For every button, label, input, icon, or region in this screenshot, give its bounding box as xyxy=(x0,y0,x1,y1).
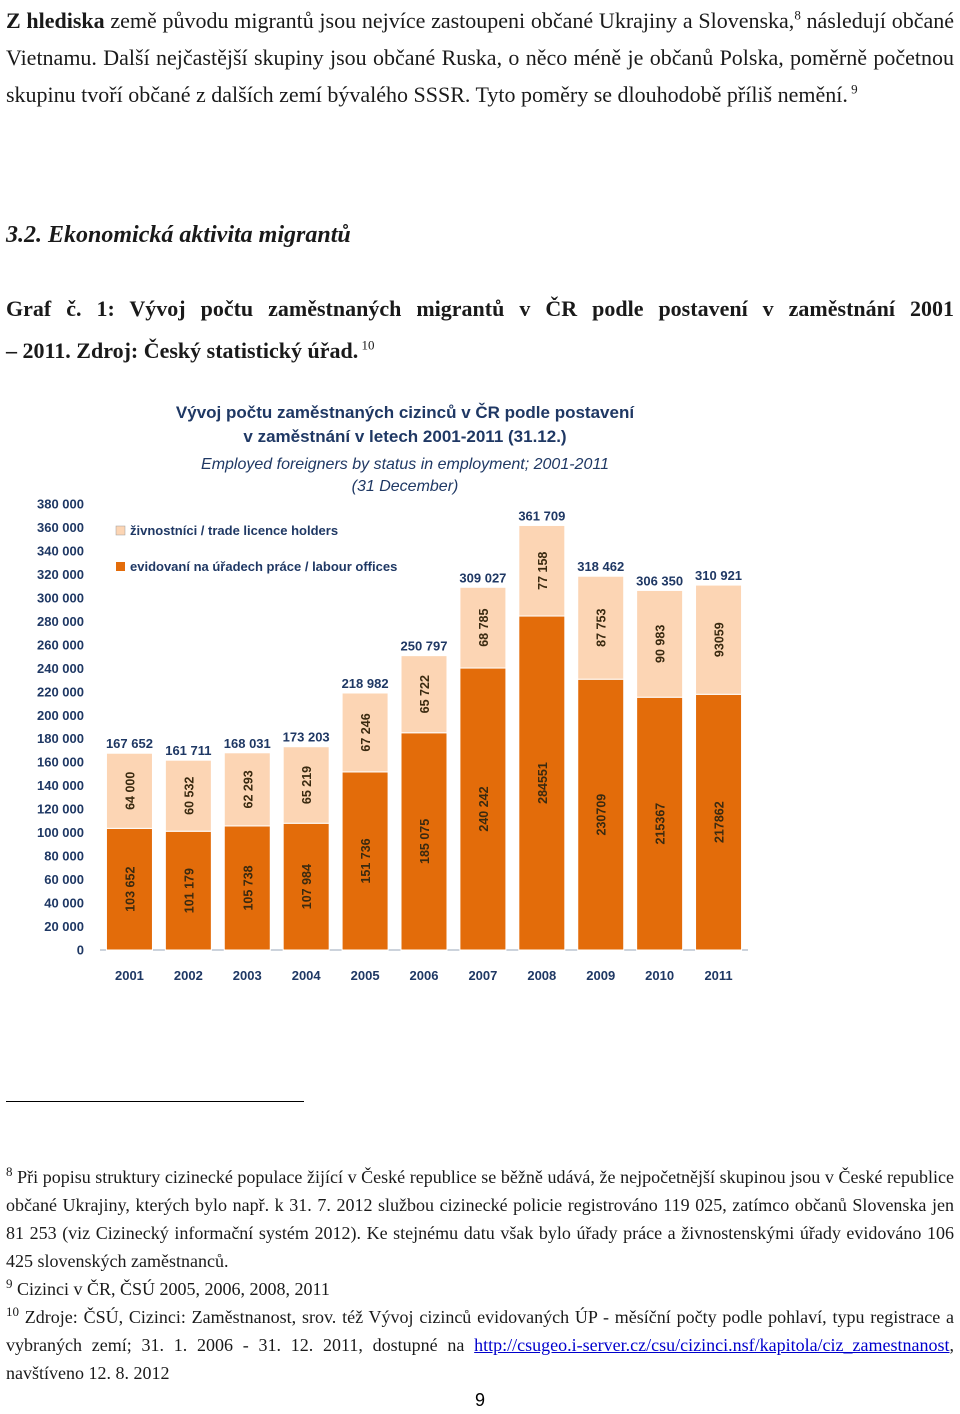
footnote-10-link[interactable]: http://csugeo.i-server.cz/csu/cizinci.nsf/kapitola/ciz_zamestnanost xyxy=(474,1335,950,1355)
footnote-10-tail: , navštíveno 12. 8. 2012 xyxy=(6,1335,955,1383)
total-label: 167 652 xyxy=(105,736,153,752)
total-label: 318 462 xyxy=(577,559,625,575)
employment-bar-chart xyxy=(0,390,960,990)
footnote-8-number: 8 xyxy=(6,1164,13,1179)
data-label-trade-licence: 60 532 xyxy=(182,776,197,815)
section-heading: 3.2. Ekonomická aktivita migrantů xyxy=(6,222,351,248)
x-tick-label: 2008 xyxy=(527,968,557,983)
data-label-labour-offices: 151 736 xyxy=(359,838,374,884)
y-tick-label: 200 000 xyxy=(37,707,84,723)
footnotes xyxy=(6,1163,954,1387)
legend-label-labour-offices: evidovaní na úřadech práce / labour offices xyxy=(130,559,398,574)
data-label-trade-licence: 62 293 xyxy=(241,770,256,809)
y-tick-label: 320 000 xyxy=(37,566,84,582)
footnote-10-number: 10 xyxy=(6,1304,19,1319)
legend-label-trade-licence: živnostníci / trade licence holders xyxy=(130,523,339,538)
x-tick-label: 2009 xyxy=(586,968,616,983)
paragraph-text-1: země původu migrantů jsou nejvíce zastoupeni občané Ukrajiny a Slovenska, xyxy=(104,8,795,33)
y-tick-label: 0 xyxy=(76,942,84,958)
total-label: 168 031 xyxy=(223,735,271,751)
chart-title-en-line2: (31 December) xyxy=(351,478,459,495)
footnote-10 xyxy=(6,1303,954,1387)
paragraph-text-2: následují občané Vietnamu. Další nejčastější skupiny jsou občané Ruska, o něco méně je občanů Polska, poměrně početnou skupinu tvoří občané z dalších zemí bývalého SSSR. Tyto poměry se dlouhodobě příliš nemění. xyxy=(6,8,954,107)
data-label-labour-offices: 217862 xyxy=(712,801,727,844)
footnote-8-text: Při popisu struktury cizinecké populace žijící v České republice se běžně udává, že nejpočetnější skupinou jsou v České republice občané Ukrajiny, kterých bylo např. k 31. 7. 2012 službou cizinecké policie registrováno 119 025, zatímco občanů Slovenska jen 81 253 (viz Cizinecký informační systém 2012). Ke stejnému datu však bylo úřady práce a živnostenskými úřady evidováno 106 425 slovenských zaměstnanců. xyxy=(6,1167,954,1271)
data-label-labour-offices: 103 652 xyxy=(123,866,138,912)
total-label: 310 921 xyxy=(695,568,743,584)
data-label-trade-licence: 65 219 xyxy=(300,765,315,805)
data-label-trade-licence: 64 000 xyxy=(123,771,138,810)
data-label-labour-offices: 240 242 xyxy=(476,786,491,832)
x-tick-label: 2006 xyxy=(409,968,439,983)
data-label-labour-offices: 105 738 xyxy=(241,865,256,911)
y-tick-label: 220 000 xyxy=(37,684,84,700)
caption-line-2: – 2011. Zdroj: Český statistický úřad. xyxy=(6,338,359,363)
data-label-trade-licence: 77 158 xyxy=(535,551,550,590)
y-tick-label: 380 000 xyxy=(37,496,84,512)
y-tick-label: 60 000 xyxy=(44,872,84,888)
y-tick-label: 300 000 xyxy=(37,590,84,606)
y-tick-label: 360 000 xyxy=(37,519,84,535)
data-label-labour-offices: 101 179 xyxy=(182,868,197,914)
y-tick-label: 180 000 xyxy=(37,731,84,747)
chart-title-cz-line1: Vývoj počtu zaměstnaných cizinců v ČR podle postavení xyxy=(175,403,635,422)
y-tick-label: 100 000 xyxy=(37,825,84,841)
data-label-labour-offices: 215367 xyxy=(653,802,668,845)
legend-swatch-trade-licence xyxy=(116,526,125,535)
data-label-trade-licence: 87 753 xyxy=(594,608,609,647)
y-tick-label: 20 000 xyxy=(44,919,84,935)
total-label: 218 982 xyxy=(341,675,389,691)
footnote-9-number: 9 xyxy=(6,1276,13,1291)
figure-caption xyxy=(6,288,954,372)
footnote-separator xyxy=(6,1101,304,1102)
total-label: 161 711 xyxy=(165,743,212,759)
footnote-ref-9[interactable]: 9 xyxy=(847,81,858,97)
x-tick-label: 2005 xyxy=(350,968,380,983)
x-tick-label: 2011 xyxy=(704,968,733,983)
x-tick-label: 2004 xyxy=(291,968,321,983)
footnote-ref-8[interactable]: 8 xyxy=(794,7,801,23)
total-label: 361 709 xyxy=(518,508,566,524)
total-label: 309 027 xyxy=(459,570,507,586)
data-label-trade-licence: 93059 xyxy=(712,622,727,658)
y-tick-label: 40 000 xyxy=(44,895,84,911)
paragraph-lead: Z hlediska xyxy=(6,8,105,33)
data-label-labour-offices: 185 075 xyxy=(418,818,432,864)
total-label: 173 203 xyxy=(282,729,330,745)
y-tick-label: 340 000 xyxy=(37,543,84,559)
data-label-trade-licence: 65 722 xyxy=(418,675,432,714)
footnote-10-text: Zdroje: ČSÚ, Cizinci: Zaměstnanost, srov. též Vývoj cizinců evidovaných ÚP - měsíční počty podle pohlaví, typu registrace a vybraných zemí; 31. 1. 2006 - 31. 12. 2011, dostupné na xyxy=(6,1307,954,1355)
footnote-9 xyxy=(6,1275,954,1303)
chart-title-cz-line2: v zaměstnání v letech 2001-2011 (31.12.) xyxy=(243,427,567,446)
data-label-labour-offices: 284551 xyxy=(535,762,550,804)
page-number: 9 xyxy=(474,1390,485,1410)
data-label-trade-licence: 67 246 xyxy=(359,713,374,752)
body-paragraph xyxy=(6,2,954,113)
legend-swatch-labour-offices xyxy=(116,562,125,571)
x-tick-label: 2001 xyxy=(114,968,144,983)
x-tick-label: 2007 xyxy=(468,968,498,983)
chart-title-en-line1: Employed foreigners by status in employment; 2001-2011 xyxy=(201,456,609,473)
y-tick-label: 280 000 xyxy=(37,613,84,629)
y-tick-label: 80 000 xyxy=(44,848,84,864)
data-label-labour-offices: 107 984 xyxy=(300,864,315,910)
footnote-ref-10[interactable]: 10 xyxy=(358,337,375,353)
y-tick-label: 120 000 xyxy=(37,801,84,817)
y-tick-label: 160 000 xyxy=(37,754,84,770)
y-tick-label: 240 000 xyxy=(37,660,84,676)
total-label: 306 350 xyxy=(636,573,684,589)
x-tick-label: 2003 xyxy=(232,968,262,983)
y-tick-label: 260 000 xyxy=(37,637,84,653)
data-label-trade-licence: 68 785 xyxy=(476,608,491,647)
footnote-9-text: Cizinci v ČR, ČSÚ 2005, 2006, 2008, 2011 xyxy=(12,1279,330,1299)
y-tick-label: 140 000 xyxy=(37,778,84,794)
total-label: 250 797 xyxy=(400,638,448,654)
x-tick-label: 2002 xyxy=(173,968,203,983)
footnote-8 xyxy=(6,1163,954,1275)
data-label-labour-offices: 230709 xyxy=(594,793,609,836)
caption-line-1: Graf č. 1: Vývoj počtu zaměstnaných migrantů v ČR podle postavení v zaměstnání 2001 xyxy=(6,296,954,321)
x-tick-label: 2010 xyxy=(645,968,675,983)
data-label-trade-licence: 90 983 xyxy=(653,624,668,663)
